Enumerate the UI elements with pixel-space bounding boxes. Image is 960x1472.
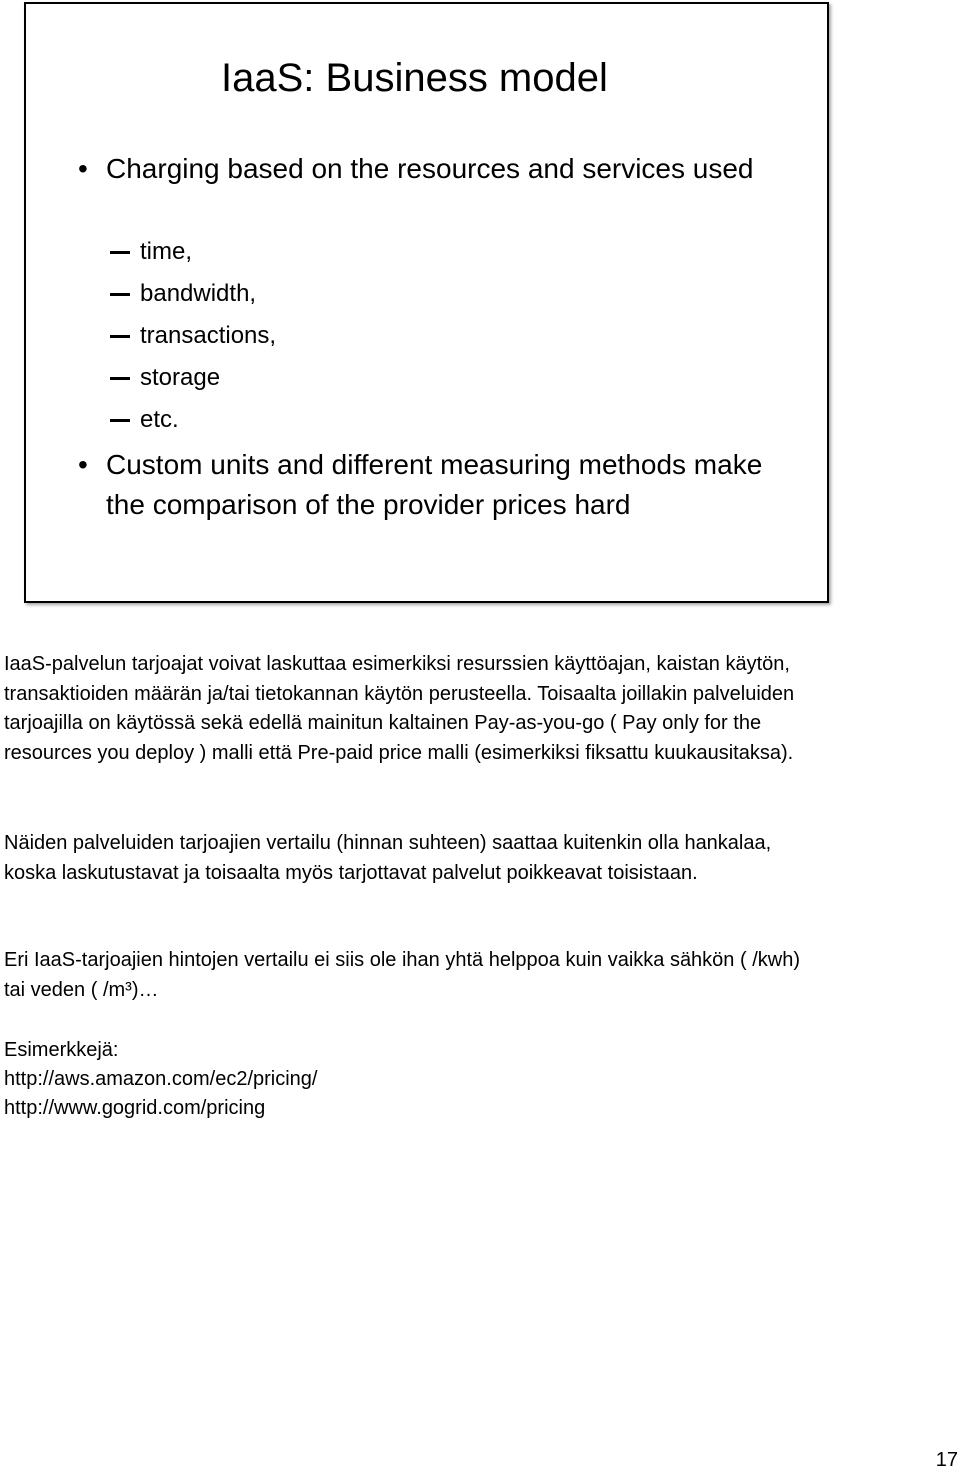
- examples-label: Esimerkkejä:: [4, 1039, 119, 1061]
- page-number: 17: [935, 1449, 958, 1471]
- bullet-custom-units: [78, 445, 806, 525]
- notes-paragraph-3: Eri IaaS-tarjoajien hintojen vertailu ei siis ole ihan yhtä helppoa kuin vaikka sähkön ( /kwh) tai veden ( /m³)…: [4, 949, 800, 1001]
- bullet-dot-icon: •: [78, 153, 88, 184]
- dash-icon: [110, 377, 130, 380]
- link-aws-pricing[interactable]: http://aws.amazon.com/ec2/pricing/: [4, 1068, 318, 1090]
- notes-paragraph-2: Näiden palveluiden tarjoajien vertailu (hinnan suhteen) saattaa kuitenkin olla hankalaa, koska laskutustavat ja toisaalta myös tarjottavat palvelut poikkeavat toisistaan.: [4, 832, 772, 884]
- dash-icon: [110, 419, 130, 422]
- notes-paragraph-1: IaaS-palvelun tarjoajat voivat laskuttaa esimerkiksi resurssien käyttöajan, kaistan käytön, transaktioiden määrän ja/tai tietokannan käytön perusteella. Toisaalta joillakin palveluiden tarjoajilla on käytössä sekä edellä mainitun kaltainen Pay-as-you-go ( Pay only for the resources you deploy ) malli että Pre-paid price malli (esimerkiksi fiksattu kuukausitaksa).: [4, 653, 795, 764]
- bullet-text: Custom units and different measuring methods make the comparison of the provider prices hard: [106, 449, 763, 520]
- bullet-text: Charging based on the resources and services used: [106, 153, 754, 184]
- dash-icon: [110, 293, 130, 296]
- bullet-charging: [78, 149, 806, 189]
- slide-title: IaaS: Business model: [221, 56, 608, 100]
- examples-block: [4, 1036, 317, 1123]
- bullet-dot-icon: •: [78, 449, 88, 480]
- dash-icon: [110, 251, 130, 254]
- link-gogrid-pricing[interactable]: http://www.gogrid.com/pricing: [4, 1097, 266, 1119]
- dash-icon: [110, 335, 130, 338]
- slide-frame: IaaS: Business model • Charging based on the resources and services used time, bandwidth, transactions, storage etc. • Custom units and different measuring methods make the comparison of the provider prices hard: [24, 2, 829, 603]
